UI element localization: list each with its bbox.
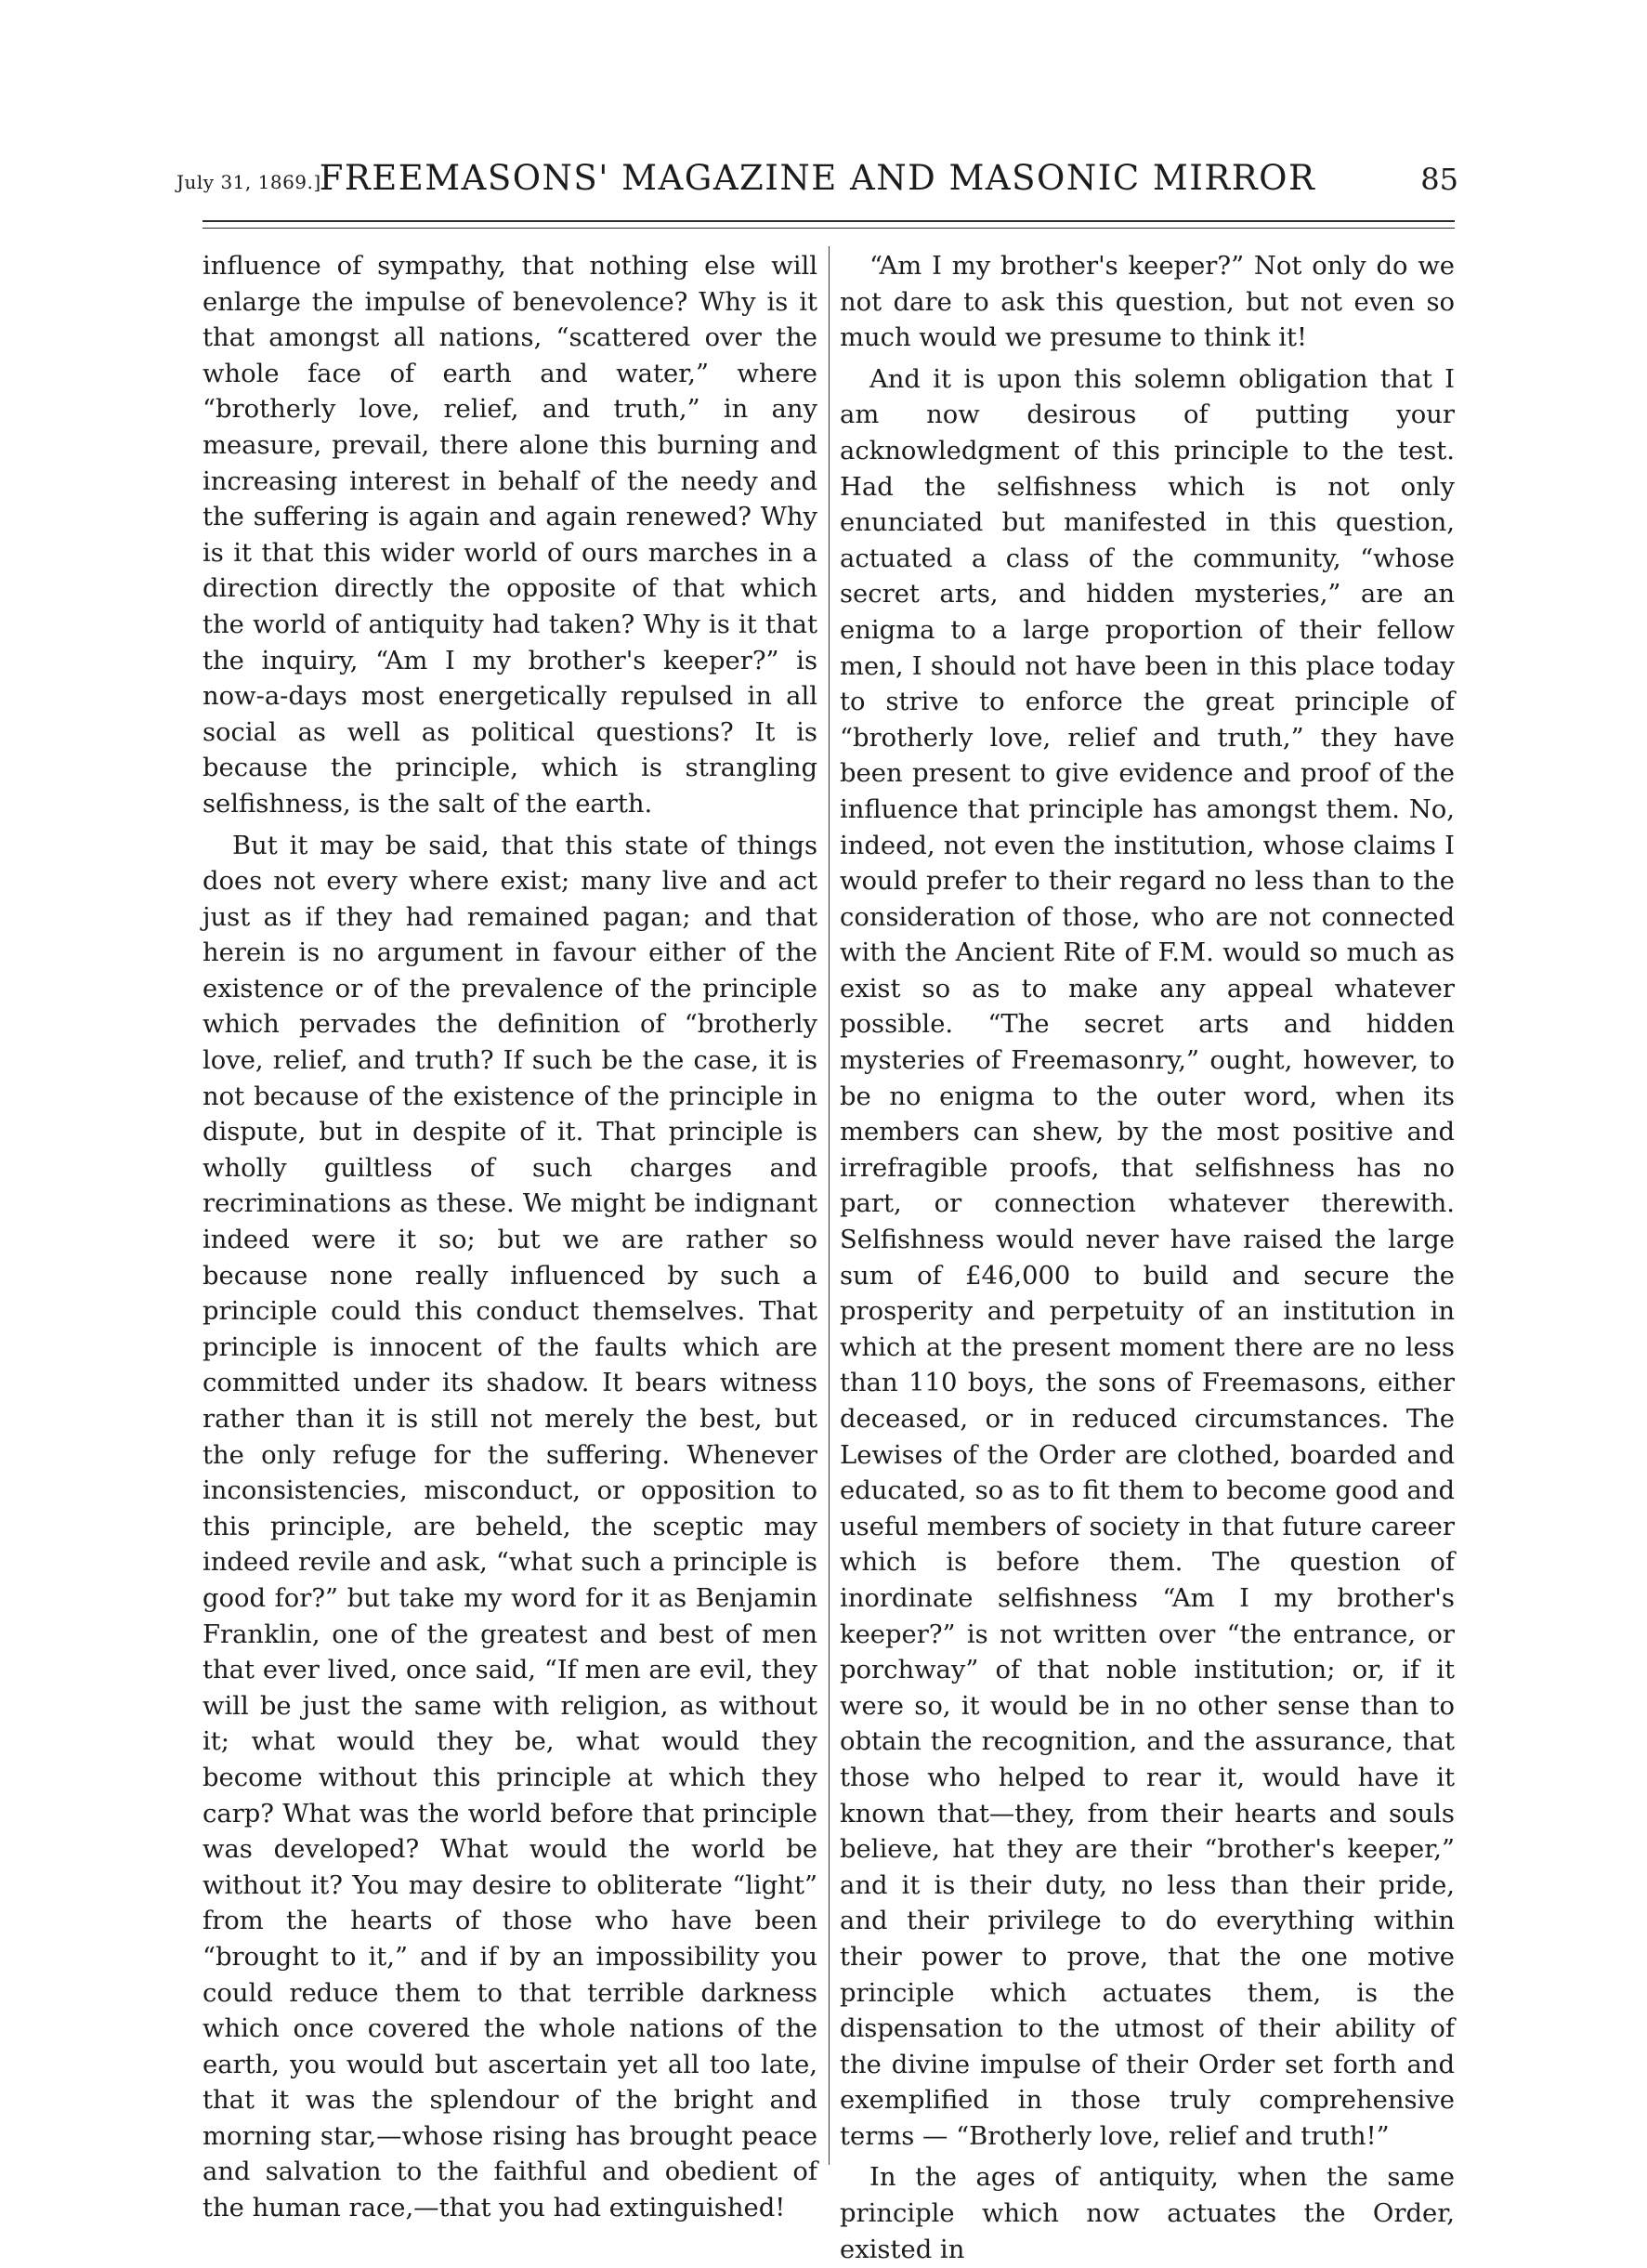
paragraph: And it is upon this solemn obligation that I am now desirous of putting your acknowledgment of this principle to the test. Had the selfishness which is not only enunciated but manifested in this question, actuated a class of the community, “whose secret arts, and hidden mysteries,” are an enigma to a large proportion of their fellow men, I should not have been in this place today to strive to enforce the great principle of “brotherly love, relief and truth,” they have been present to give evidence and proof of the influence that principle has amongst them. No, indeed, not even the institution, whose claims I would prefer to their regard no less than to the consideration of those, who are not connected with the Ancient Rite of F.M. would so much as exist so as to make any appeal whatever possible. “The secret arts and hidden mysteries of Freemasonry,” ought, however, to be no enigma to the outer word, when its members can shew, by the most positive and irrefragible proofs, that selfishness has no part, or connection whatever therewith. Selfishness would never have raised the large sum of £46,000 to build and secure the prosperity and perpetuity of an institution in which at the present moment there are no less than 110 boys, the sons of Freemasons, either deceased, or in reduced circumstances. The Lewises of the Order are clothed, boarded and educated, so as to fit them to become good and useful members of society in that future career which is before them. The question of inordinate selfishness “Am I my brother's keeper?” is not written over “the entrance, or porchway” of that noble institution; or, if it were so, it would be in no other sense than to obtain the recognition, and the assurance, that those who helped to rear it, would have it known that—they, from their hearts and souls believe, hat they are their “brother's keeper,” and it is their duty, no less than their pride, and their privilege to do everything within their power to prove, that the one motive principle which actuates them, is the dispensation to the utmost of their ability of the divine impulse of their Order set forth and exemplified in those truly comprehensive terms — “Brotherly love, relief and truth!” — [840, 364, 1455, 2151]
right-column — [840, 249, 1455, 2268]
paragraph: “Am I my brother's keeper?” Not only do we not dare to ask this question, but not even so much would we presume to think it! — [840, 252, 1455, 353]
masthead-title: FREEMASONS' MAGAZINE AND MASONIC MIRROR — [319, 158, 1316, 198]
paragraph: influence of sympathy, that nothing else will enlarge the impulse of benevolence? Why is it that amongst all nations, “scattered over the whole face of earth and water,” where “brotherly love, relief, and truth,” in any measure, prevail, there alone this burning and increasing interest in behalf of the needy and the suffering is again and again renewed? Why is it that this wider world of ours marches in a direction directly the opposite of that which the world of antiquity had taken? Why is it that the inquiry, “Am I my brother's keeper?” is now-a-days most energetically repulsed in all social as well as political questions? It is because the principle, which is strangling selfishness, is the salt of the earth. — [203, 252, 817, 819]
left-column — [203, 249, 817, 2227]
column-divider — [829, 246, 830, 2165]
page-header — [176, 158, 1458, 203]
header-rule-bottom — [203, 228, 1455, 229]
page-number: 85 — [1420, 162, 1458, 197]
issue-date: July 31, 1869.] — [176, 171, 321, 193]
header-rule-top — [203, 220, 1455, 222]
paragraph: In the ages of antiquity, when the same principle which now actuates the Order, existed in — [840, 2163, 1455, 2264]
paragraph: But it may be said, that this state of things does not every where exist; many live and act just as if they had remained pagan; and that herein is no argument in favour either of the existence or of the prevalence of the principle which pervades the definition of “brotherly love, relief, and truth? If such be the case, it is not because of the existence of the principle in dispute, but in despite of it. That principle is wholly guiltless of such charges and recriminations as these. We might be indignant indeed were it so; but we are rather so because none really influenced by such a principle could this conduct themselves. That principle is innocent of the faults which are committed under its shadow. It bears witness rather than it is still not merely the best, but the only refuge for the suffering. Whenever inconsistencies, misconduct, or opposition to this principle, are beheld, the sceptic may indeed revile and ask, “what such a principle is good for?” but take my word for it as Benjamin Franklin, one of the greatest and best of men that ever lived, once said, “If men are evil, they will be just the same with religion, as without it; what would they be, what would they become without this principle at which they carp? What was the world before that principle was developed? What would the world be without it? You may desire to obliterate “light” from the hearts of those who have been “brought to it,” and if by an impossibility you could reduce them to that terrible darkness which once covered the whole nations of the earth, you would but ascertain yet all too late, that it was the splendour of the bright and morning star,—whose rising has brought peace and salvation to the faithful and obedient of the human race,—that you had extinguished! — [203, 831, 817, 2223]
